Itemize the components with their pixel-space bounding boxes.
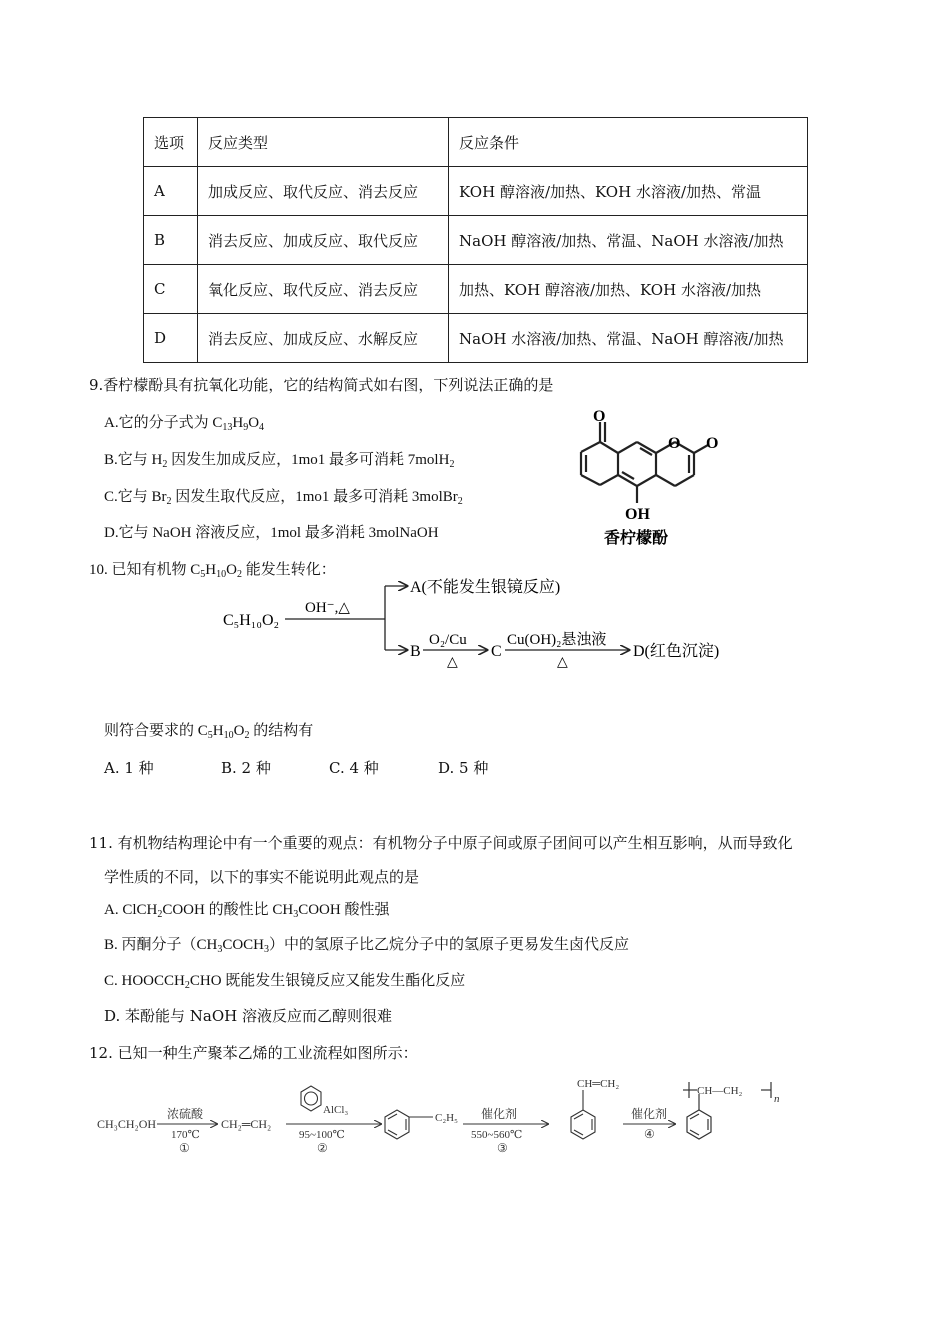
table-cell: 消去反应、加成反应、取代反应: [198, 216, 449, 265]
q10-option-c: C. 4 种: [329, 759, 379, 777]
q10-option-a: A. 1 种: [104, 759, 154, 777]
figure-caption: 香柠檬酚: [604, 530, 669, 547]
table-cell: A: [144, 167, 198, 216]
step3-number: ③: [497, 1141, 508, 1155]
q9-option-c: C.它与 $Br_2$ 因发生取代反应，1mo1 最多可消耗 3molBr$_2$: [104, 489, 463, 507]
condition-1: OH⁻,△: [305, 600, 350, 616]
table-cell: D: [144, 314, 198, 363]
q10-stem: 10. 已知有机物 $C_5H_{10}O_2$ 能发生转化：: [89, 562, 336, 580]
q11-stem-line2: 学性质的不同，以下的事实不能说明此观点的是: [104, 868, 420, 886]
table-cell: B: [144, 216, 198, 265]
condition-2-bottom: △: [447, 655, 458, 668]
q10-reaction-scheme: [215, 568, 745, 668]
q9-option-a: A.它的分子式为 $C_{13}H_9O_4$: [104, 415, 265, 433]
table-header-row: [144, 118, 808, 167]
step2-catalyst: AlCl₃: [323, 1104, 349, 1116]
step2-number: ②: [317, 1141, 328, 1155]
ring-oxygen-label: O: [668, 435, 681, 452]
lactone-oxygen-label: O: [706, 435, 719, 452]
table-header-cell: 反应条件: [449, 118, 808, 167]
q10-option-d: D. 5 种: [438, 759, 489, 777]
step1-reagent: 浓硫酸: [167, 1107, 204, 1121]
product-c: C: [491, 643, 502, 660]
table-cell: C: [144, 265, 198, 314]
step1-temperature: 170℃: [171, 1129, 200, 1141]
polystyrene-repeat-unit: CH—CH₂: [697, 1085, 743, 1097]
product-a: A(不能发生银镜反应): [410, 579, 561, 596]
ethylene: CH₂═CH₂: [221, 1117, 272, 1131]
q10-option-b: B. 2 种: [221, 759, 271, 777]
table-header-cell: 反应类型: [198, 118, 449, 167]
q12-stem: 12. 已知一种生产聚苯乙烯的工业流程如图所示：: [89, 1044, 418, 1062]
table-cell: 消去反应、加成反应、水解反应: [198, 314, 449, 363]
table-row: [144, 265, 808, 314]
table-cell: 加热、KOH 醇溶液/加热、KOH 水溶液/加热: [449, 265, 808, 314]
q11-option-c: C. $HOOCCH_2CHO$ 既能发生银镜反应又能发生酯化反应: [104, 973, 466, 991]
table-row: [144, 314, 808, 363]
q9-option-d: D.它与 NaOH 溶液反应，1mol 最多消耗 3molNaOH: [104, 525, 439, 541]
table-cell: NaOH 醇溶液/加热、常温、NaOH 水溶液/加热: [449, 216, 808, 265]
carbonyl-oxygen-label: O: [593, 408, 606, 425]
q11-stem-line1: 11. 有机物结构理论中有一个重要的观点：有机物分子中原子间或原子团间可以产生相互影响，从而导致化: [89, 834, 793, 852]
step4-catalyst: 催化剂: [631, 1107, 668, 1121]
bergaptol-structure: [570, 405, 730, 553]
condition-2-top: O₂/Cu: [429, 632, 467, 648]
table-cell: NaOH 水溶液/加热、常温、NaOH 醇溶液/加热: [449, 314, 808, 363]
step4-number: ④: [644, 1127, 655, 1141]
start-compound: C₅H₁₀O₂: [223, 612, 280, 629]
condition-3-bottom: △: [557, 655, 568, 668]
step3-temperature: 550~560℃: [471, 1129, 523, 1141]
table-row: [144, 216, 808, 265]
q9-stem: 9.香柠檬酚具有抗氧化功能，它的结构简式如右图，下列说法正确的是: [89, 376, 554, 394]
table-cell: KOH 醇溶液/加热、KOH 水溶液/加热、常温: [449, 167, 808, 216]
product-b: B: [410, 643, 421, 660]
table-cell: 加成反应、取代反应、消去反应: [198, 167, 449, 216]
options-table: [143, 117, 808, 363]
step2-temperature: 95~100℃: [299, 1129, 345, 1141]
table-row: [144, 167, 808, 216]
q10-question: 则符合要求的 $C_5H_{10}O_2$ 的结构有: [104, 723, 314, 741]
q11-option-d: D. 苯酚能与 NaOH 溶液反应而乙醇则很难: [104, 1007, 393, 1025]
q12-process-scheme: [93, 1072, 793, 1167]
product-d: D(红色沉淀): [633, 643, 720, 660]
hydroxyl-label: OH: [625, 506, 650, 523]
ethanol: CH₃CH₂OH: [97, 1117, 157, 1131]
table-cell: 氧化反应、取代反应、消去反应: [198, 265, 449, 314]
styrene-vinyl: CH═CH₂: [577, 1078, 620, 1090]
ethylbenzene-substituent: C₂H₅: [435, 1112, 458, 1124]
q11-option-b: B. 丙酮分子$(CH_3COCH_3)$中的氢原子比乙烷分子中的氢原子更易发生卤代反应: [104, 937, 630, 955]
q11-option-a: A. ClCH$_2$COOH 的酸性比 $CH_3COOH$ 酸性强: [104, 902, 390, 920]
step3-catalyst: 催化剂: [481, 1107, 518, 1121]
q9-option-b: B.它与 $H_2$ 因发生加成反应，1mo1 最多可消耗 7molH$_2$: [104, 452, 455, 470]
step1-number: ①: [179, 1141, 190, 1155]
polymer-degree-n: n: [774, 1093, 780, 1105]
table-header-cell: 选项: [144, 118, 198, 167]
condition-3-top: Cu(OH)₂悬浊液: [507, 632, 607, 648]
